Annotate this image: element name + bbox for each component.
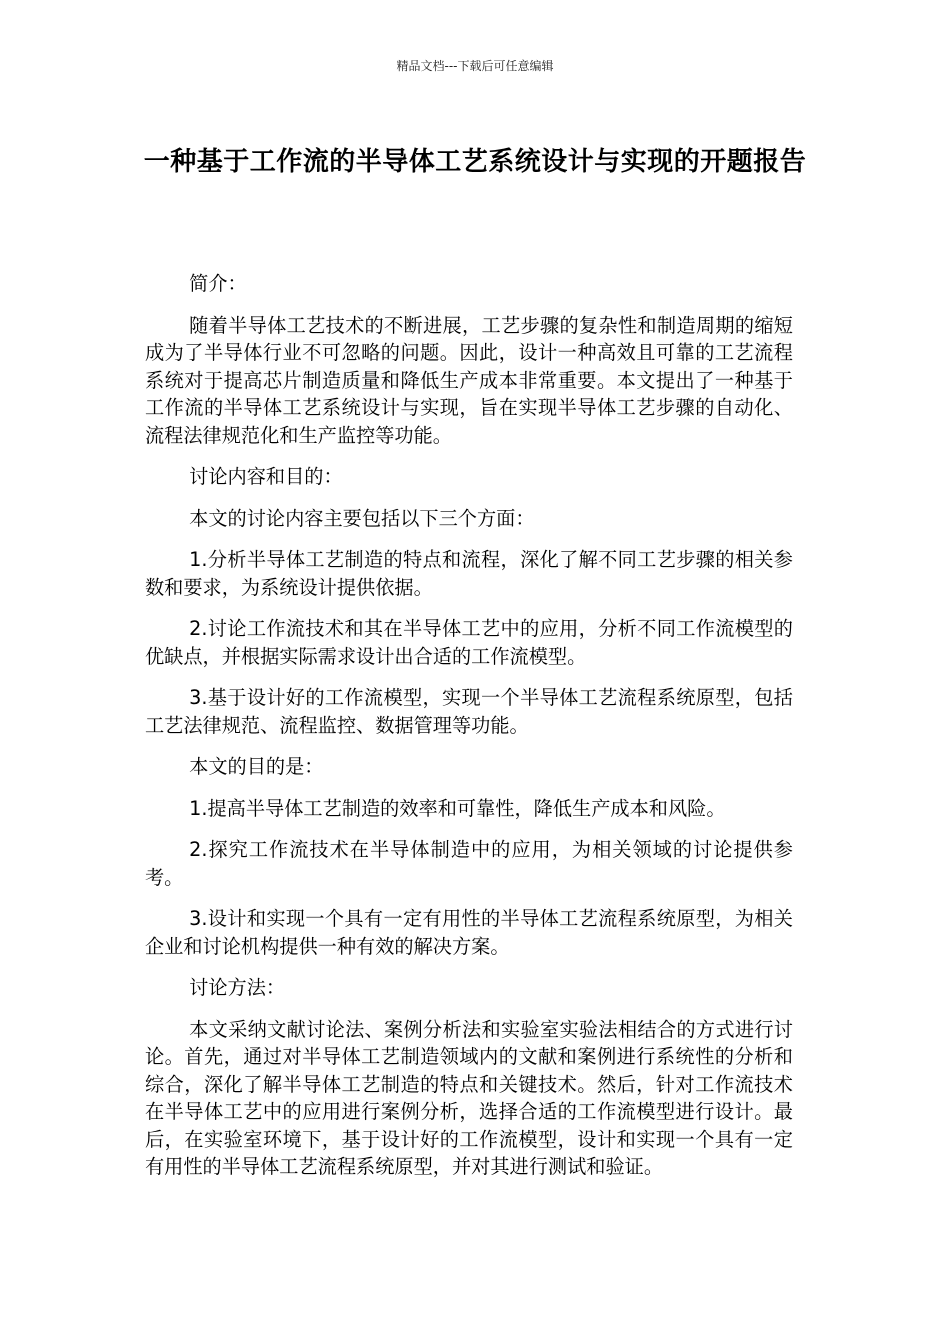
section-heading-method: 讨论方法：: [189, 976, 286, 999]
paragraph-intro: 随着半导体工艺技术的不断进展，工艺步骤的复杂性和制造周期的缩短成为了半导体行业不可忽略的问题。因此，设计一种高效且可靠的工艺流程系统对于提高芯片制造质量和降低生产成本非常重要。本文提出了一种基于工作流的半导体工艺系统设计与实现，旨在实现半导体工艺步骤的自动化、流程法律规范化和生产监控等功能。: [145, 313, 793, 447]
paragraph-content-lead: 本文的讨论内容主要包括以下三个方面：: [189, 506, 535, 530]
list-item-purpose-1: 1.提高半导体工艺制造的效率和可靠性，降低生产成本和风险。: [189, 796, 726, 820]
document-body: [145, 270, 793, 1195]
list-item-content-2: 2.讨论工作流技术和其在半导体工艺中的应用，分析不同工作流模型的优缺点，并根据实际需求设计出合适的工作流模型。: [145, 617, 793, 668]
list-item-content-1: 1.分析半导体工艺制造的特点和流程，深化了解不同工艺步骤的相关参数和要求，为系统设计提供依据。: [145, 548, 793, 599]
section-heading-content-purpose: 讨论内容和目的：: [189, 465, 343, 488]
list-item-purpose-2: 2.探究工作流技术在半导体制造中的应用，为相关领域的讨论提供参考。: [145, 838, 793, 889]
document-title: 一种基于工作流的半导体工艺系统设计与实现的开题报告: [143, 147, 807, 177]
list-item-purpose-3: 3.设计和实现一个具有一定有用性的半导体工艺流程系统原型，为相关企业和讨论机构提供一种有效的解决方案。: [145, 907, 793, 958]
section-heading-intro: 简介：: [189, 272, 247, 295]
paragraph-method: 本文采纳文献讨论法、案例分析法和实验室实验法相结合的方式进行讨论。首先，通过对半导体工艺制造领域内的文献和案例进行系统性的分析和综合，深化了解半导体工艺制造的特点和关键技术。然后，针对工作流技术在半导体工艺中的应用进行案例分析，选择合适的工作流模型进行设计。最后，在实验室环境下，基于设计好的工作流模型，设计和实现一个具有一定有用性的半导体工艺流程系统原型，并对其进行测试和验证。: [145, 1017, 793, 1178]
list-item-content-3: 3.基于设计好的工作流模型，实现一个半导体工艺流程系统原型，包括工艺法律规范、流程监控、数据管理等功能。: [145, 686, 793, 737]
header-note: 精品文档---下载后可任意编辑: [396, 59, 554, 73]
paragraph-purpose-lead: 本文的目的是：: [189, 755, 324, 778]
